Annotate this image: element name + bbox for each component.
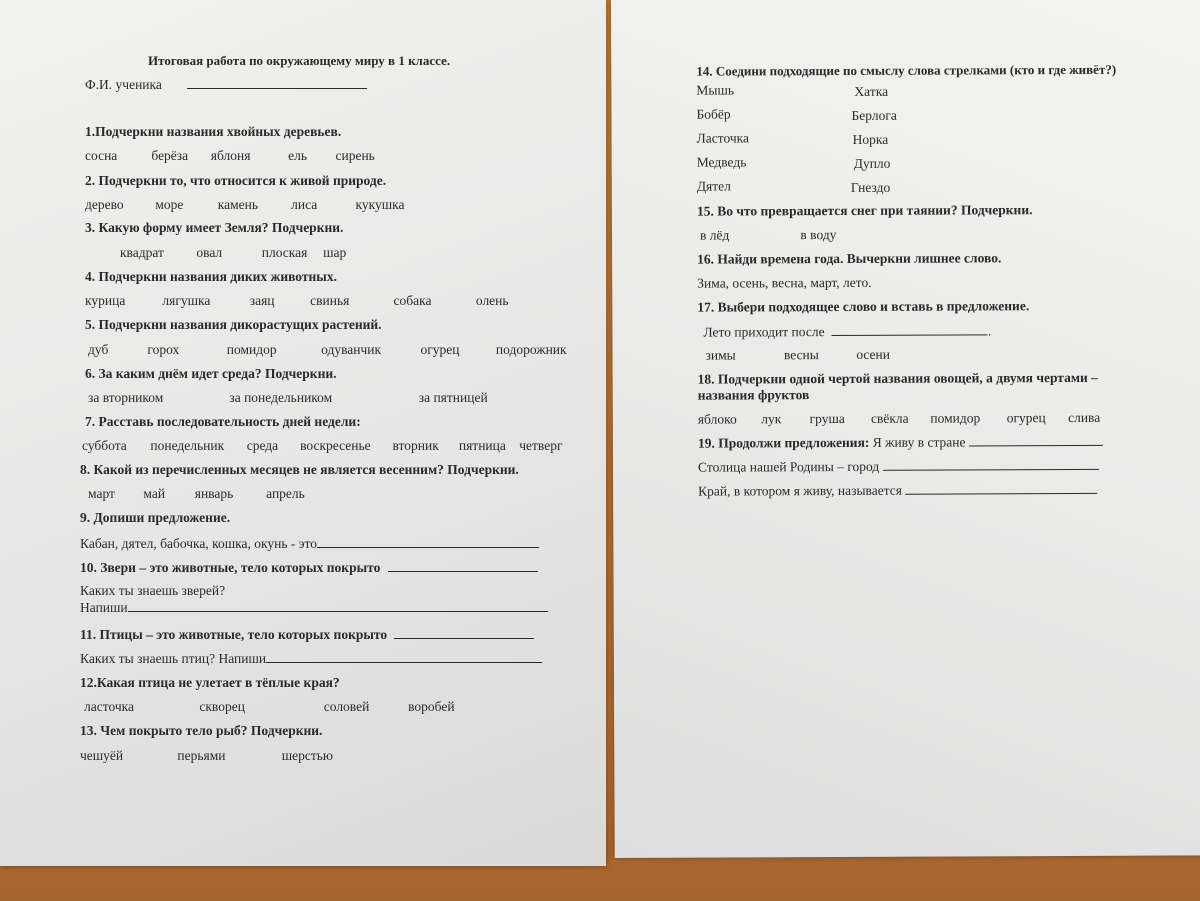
left-worksheet-page [0, 0, 606, 866]
question-18-options [698, 410, 1100, 428]
option: шерстью [281, 748, 334, 763]
option: подорожник [495, 342, 567, 357]
option: заяц [249, 293, 275, 308]
option: перьями [177, 748, 226, 763]
question-text: 10. Звери – это животные, тело которых покрыто [80, 560, 381, 575]
question-text: 11. Птицы – это животные, тело которых покрыто [80, 627, 388, 642]
sentence-text: Лето приходит после [703, 324, 825, 340]
option: шар [323, 245, 347, 260]
option: свинья [310, 293, 350, 308]
option: лук [761, 411, 782, 427]
option: кукушка [355, 197, 405, 212]
option: плоская [261, 245, 308, 260]
option: дерево [85, 197, 124, 212]
answer-blank [883, 457, 1099, 471]
pair-right: Хатка [854, 83, 889, 99]
option: помидор [226, 342, 277, 357]
option: камень [217, 197, 259, 212]
question-10-prompt: Каких ты знаешь зверей? [80, 583, 226, 598]
question-18-continued: названия фруктов [697, 387, 810, 403]
option: в лёд [699, 227, 730, 243]
question-5: 5. Подчеркни названия дикорастущих растений. [85, 317, 382, 332]
write-label: Напиши [80, 600, 128, 615]
option: суббота [82, 438, 127, 453]
option: вторник [392, 438, 439, 453]
question-19-region [698, 481, 1097, 500]
sentence-text: Я живу в стране [872, 434, 966, 450]
option: май [143, 486, 166, 501]
option: четверг [519, 438, 563, 453]
option: яблоня [210, 148, 251, 163]
option: за вторником [88, 390, 164, 405]
question-2: 2. Подчеркни то, что относится к живой природе. [85, 173, 387, 188]
question-17: 17. Выбери подходящее слово и вставь в предложение. [697, 298, 1030, 315]
student-name-blank [187, 76, 367, 89]
option: за пятницей [418, 390, 488, 405]
answer-blank [969, 433, 1103, 447]
option: соловей [323, 699, 370, 714]
answer-blank [905, 481, 1097, 495]
pair-right: Норка [852, 131, 889, 147]
question-16: 16. Найди времена года. Вычеркни лишнее слово. [697, 250, 1002, 267]
pair-left: Ласточка [696, 130, 750, 146]
question-15-options [700, 227, 836, 244]
option: огурец [420, 342, 460, 357]
question-2-options [85, 197, 404, 213]
pair-right: Гнездо [850, 179, 891, 195]
question-6-options [88, 390, 488, 406]
right-worksheet-page [611, 0, 1200, 858]
question-9: 9. Допиши предложение. [80, 510, 231, 525]
question-4: 4. Подчеркни названия диких животных. [85, 269, 337, 284]
worksheet-title: Итоговая работа по окружающему миру в 1 классе. [148, 53, 451, 68]
student-name-row [85, 76, 367, 93]
pair-left: Мышь [696, 82, 735, 98]
option: скворец [199, 699, 245, 714]
option: лягушка [162, 293, 211, 308]
pair-left: Медведь [696, 154, 747, 170]
option: дуб [88, 342, 109, 357]
option: среда [246, 438, 279, 453]
question-10-write [80, 599, 548, 616]
question-10 [80, 559, 538, 576]
option: свёкла [870, 410, 909, 426]
option: воробей [408, 699, 455, 714]
option: март [88, 486, 115, 501]
option: курица [85, 293, 126, 308]
option: лиса [291, 197, 318, 212]
option: море [155, 197, 184, 212]
pair-left: Дятел [696, 178, 731, 194]
question-8: 8. Какой из перечисленных месяцев не является весенним? Подчеркни. [80, 462, 519, 477]
question-text: 19. Продолжи предложения: [697, 434, 870, 451]
question-12: 12.Какая птица не улетает в тёплые края? [80, 675, 340, 690]
option: сосна [85, 148, 118, 163]
question-8-options [88, 486, 305, 502]
question-13: 13. Чем покрыто тело рыб? Подчеркни. [80, 723, 323, 738]
question-12-options [84, 699, 455, 715]
sentence-text: Кабан, дятел, бабочка, кошка, окунь - это [80, 536, 318, 551]
option: огурец [1006, 410, 1046, 426]
option: собака [393, 293, 432, 308]
question-7: 7. Расставь последовательность дней недели: [85, 414, 361, 429]
pair-right: Дупло [853, 155, 891, 171]
option: воскресенье [300, 438, 371, 453]
question-7-options [82, 438, 563, 454]
answer-blank [266, 650, 542, 663]
question-3-options [120, 245, 346, 261]
option: сирень [335, 148, 375, 163]
pair-left: Бобёр [696, 106, 731, 122]
answer-blank [394, 626, 534, 639]
pair-right: Берлога [851, 107, 897, 123]
answer-blank [832, 322, 988, 336]
option: груша [809, 410, 845, 427]
question-19-capital [698, 457, 1099, 476]
option: пятница [458, 438, 506, 453]
student-label: Ф.И. ученика [85, 77, 162, 92]
option: в воду [800, 227, 837, 243]
question-1-options [85, 148, 375, 164]
option: осени [856, 346, 891, 362]
question-11 [80, 626, 534, 643]
option: чешуёй [80, 748, 124, 763]
option: за понедельником [229, 390, 333, 405]
question-4-options [85, 293, 509, 309]
write-label: Каких ты знаешь птиц? Напиши [80, 651, 267, 666]
question-15: 15. Во что превращается снег при таянии? Подчеркни. [696, 202, 1033, 219]
question-13-options [80, 748, 333, 764]
question-14: 14. Соедини подходящие по смыслу слова стрелками (кто и где живёт?) [696, 61, 1117, 79]
option: олень [475, 293, 509, 308]
question-9-sentence [80, 535, 539, 552]
question-19 [698, 433, 1103, 452]
question-16-words: Зима, осень, весна, март, лето. [697, 274, 872, 291]
option: квадрат [120, 245, 164, 260]
sentence-text: Столица нашей Родины – город [698, 458, 880, 475]
question-17-options [706, 347, 891, 364]
option: весны [783, 347, 819, 363]
sentence-text: Край, в котором я живу, называется [698, 482, 902, 499]
question-17-sentence: Лето приходит после . [703, 323, 992, 340]
option: берёза [151, 148, 189, 163]
question-18: 18. Подчеркни одной чертой названия овощей, а двумя чертами – [697, 369, 1098, 387]
question-6: 6. За каким днём идет среда? Подчеркни. [85, 366, 337, 381]
option: апрель [266, 486, 305, 501]
answer-blank [388, 559, 538, 572]
option: ласточка [84, 699, 134, 714]
option: слива [1068, 409, 1101, 426]
option: горох [147, 342, 180, 357]
option: яблоко [697, 411, 737, 427]
question-11-write [80, 650, 542, 667]
option: овал [196, 245, 223, 260]
option: понедельник [150, 438, 225, 453]
option: помидор [930, 410, 981, 426]
question-3: 3. Какую форму имеет Земля? Подчеркни. [85, 220, 344, 235]
option: зимы [705, 347, 736, 363]
option: одуванчик [321, 342, 382, 357]
answer-blank [317, 535, 539, 548]
option: январь [194, 486, 234, 501]
question-1: 1.Подчеркни названия хвойных деревьев. [85, 124, 342, 139]
answer-blank [128, 599, 548, 612]
option: ель [288, 148, 308, 163]
question-5-options [88, 342, 567, 358]
